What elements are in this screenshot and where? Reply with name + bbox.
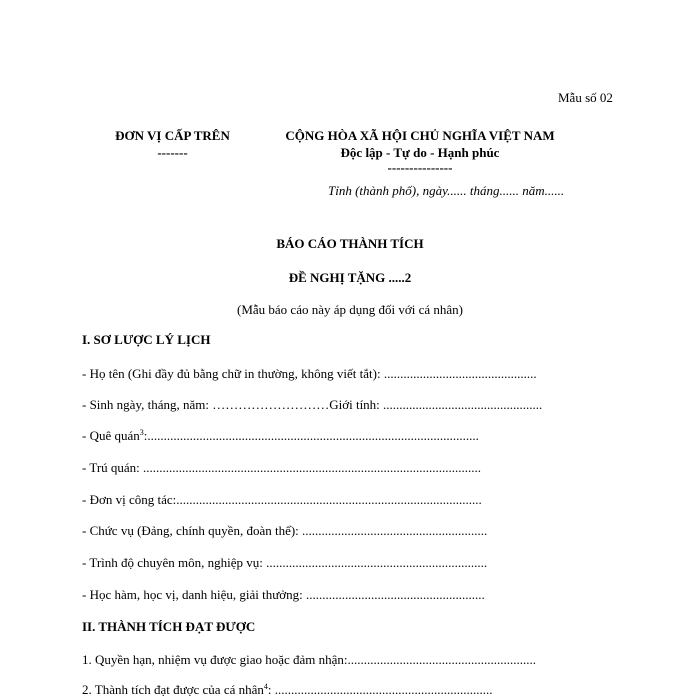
issuing-unit-rule: -------	[157, 145, 188, 160]
footnote-ref-3: 3	[139, 428, 144, 437]
field-hometown-label: - Quê quán	[82, 428, 140, 443]
item-duties: 1. Quyền hạn, nhiệm vụ được giao hoặc đảm nhận:..........................................................	[82, 652, 537, 667]
report-subtitle: ĐỀ NGHỊ TẶNG .....2	[288, 270, 412, 285]
item-achievements-dots: : ...................................................................	[267, 682, 493, 697]
item-achievements-label: 2. Thành tích đạt được của cá nhân	[82, 682, 264, 697]
field-work-unit: - Đơn vị công tác:..............................................................................................	[82, 492, 482, 507]
issuing-unit-title: ĐƠN VỊ CẤP TRÊN	[115, 128, 230, 143]
field-degree-awards: - Học hàm, học vị, danh hiệu, giải thưởng: .......................................................	[82, 587, 485, 602]
date-line: Tỉnh (thành phố), ngày...... tháng...... năm......	[328, 183, 565, 198]
report-title: BÁO CÁO THÀNH TÍCH	[276, 236, 424, 251]
national-rule: ---------------	[387, 160, 453, 175]
form-number: Mẫu số 02	[558, 90, 613, 105]
item-achievements	[82, 682, 493, 698]
report-note: (Mẫu báo cáo này áp dụng đối với cá nhân)	[237, 302, 463, 317]
national-motto: Độc lập - Tự do - Hạnh phúc	[340, 145, 500, 160]
field-full-name: - Họ tên (Ghi đầy đủ bằng chữ in thường, không viết tắt): ...............................................	[82, 366, 537, 381]
national-title: CỘNG HÒA XÃ HỘI CHỦ NGHĨA VIỆT NAM	[285, 128, 555, 143]
footnote-ref-4: 4	[263, 682, 268, 691]
section1-heading: I. SƠ LƯỢC LÝ LỊCH	[82, 332, 211, 347]
field-position: - Chức vụ (Đảng, chính quyền, đoàn thể): .........................................................	[82, 523, 488, 538]
field-qualification: - Trình độ chuyên môn, nghiệp vụ: ....................................................................	[82, 555, 488, 570]
field-hometown-dots: :......................................................................................................	[143, 428, 479, 443]
field-hometown	[82, 428, 479, 444]
section2-heading: II. THÀNH TÍCH ĐẠT ĐƯỢC	[82, 619, 256, 634]
field-residence: - Trú quán: ........................................................................................................	[82, 460, 482, 475]
field-birth-date-gender: - Sinh ngày, tháng, năm: ………………………Giới tính: .................................................	[82, 397, 543, 412]
